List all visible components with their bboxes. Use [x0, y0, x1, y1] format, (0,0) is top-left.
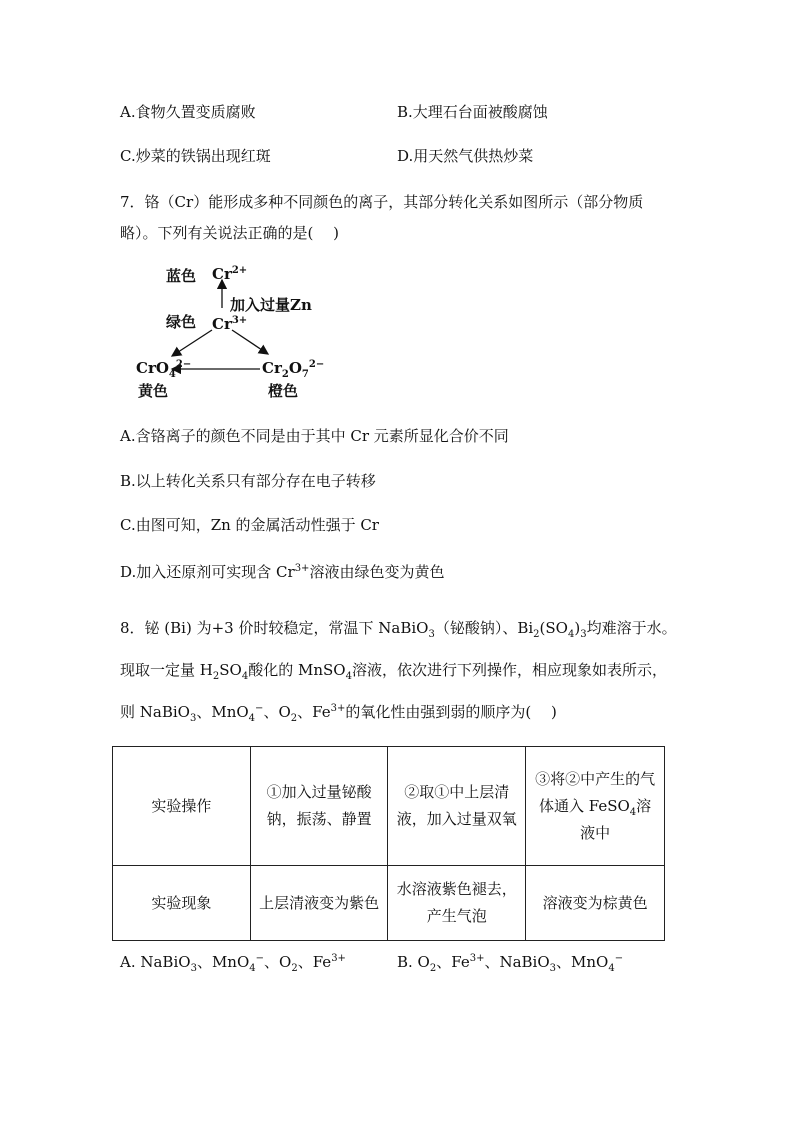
q8-stem-line2: 现取一定量 $H_2SO_4$酸化的 MnSO$_4$溶液，依次进行下列操作，相应现象如表所示，: [120, 661, 667, 682]
arrow-cr3-to-cro4: [172, 330, 212, 356]
q7-stem-line2: 略）。下列有关说法正确的是( ): [120, 224, 339, 242]
q7-option-b: B.以上转化关系只有部分存在电子转移: [120, 472, 376, 490]
label-green: 绿色: [166, 313, 197, 331]
q8-option-a: A. NaBiO$_3$、MnO$_4$−、$O_2$、$Fe^{3+}$: [120, 953, 346, 974]
header-phenomenon: 实验现象: [113, 866, 251, 941]
ion-cro4: CrO$_4^{2-}$: [136, 359, 192, 380]
q6-option-a: A.食物久置变质腐败: [120, 103, 256, 121]
arrow-cr3-to-cr2o7: [232, 330, 268, 354]
reagent-zn: 加入过量Zn: [230, 296, 312, 314]
q6-option-d: D.用天然气供热炒菜: [397, 147, 534, 165]
q6-option-b: B.大理石台面被酸腐蚀: [397, 103, 548, 121]
q6-option-c: C.炒菜的铁锅出现红斑: [120, 147, 271, 165]
q8-stem-line3: 则 NaBiO$_3$、MnO$_4$−、$O_2$、$Fe^{3+}$的氧化性由强到弱的顺序为( ): [120, 703, 557, 724]
cell-ph-1: 上层清液变为紫色: [250, 866, 388, 941]
ion-cr2o7: $Cr_2O_7^{2-}$: [262, 359, 325, 380]
q7-option-d: D.加入还原剂可实现含 $Cr^{3+}$溶液由绿色变为黄色: [120, 563, 445, 581]
q7-option-c: C.由图可知，Zn 的金属活动性强于 Cr: [120, 516, 379, 534]
q8-stem-line1: 8．铋 (Bi) 为+3 价时较稳定，常温下 NaBiO$_3$（铋酸钠）、$Bi_2(SO_4)_3$均难溶于水。: [120, 619, 677, 640]
header-operation: 实验操作: [113, 747, 251, 866]
experiment-table: [112, 746, 665, 941]
cell-ph-2: 水溶液紫色褪去，产生气泡: [388, 866, 526, 941]
cell-op-3: ③将②中产生的气体通入 FeSO$_4$溶液中: [526, 747, 665, 866]
cell-op-1: ①加入过量铋酸钠，振荡、静置: [250, 747, 388, 866]
ion-cr3plus: $Cr^{3+}$: [212, 315, 248, 333]
q7-option-a: A.含铬离子的颜色不同是由于其中 Cr 元素所显化合价不同: [120, 427, 509, 445]
cell-op-2: ②取①中上层清液，加入过量双氧: [388, 747, 526, 866]
q8-option-b: B. $O_2$、$Fe^{3+}$、NaBiO$_3$、MnO$_4$−: [397, 953, 624, 974]
table-row: [113, 747, 665, 866]
ion-cr2plus: $Cr^{2+}$: [212, 265, 248, 283]
label-blue: 蓝色: [166, 267, 197, 285]
chromium-conversion-diagram: [120, 258, 350, 408]
q7-stem-line1: 7．铬（Cr）能形成多种不同颜色的离子，其部分转化关系如图所示（部分物质: [120, 193, 644, 211]
table-row: [113, 866, 665, 941]
label-orange: 橙色: [268, 382, 299, 400]
label-yellow: 黄色: [138, 382, 169, 400]
cell-ph-3: 溶液变为棕黄色: [526, 866, 665, 941]
